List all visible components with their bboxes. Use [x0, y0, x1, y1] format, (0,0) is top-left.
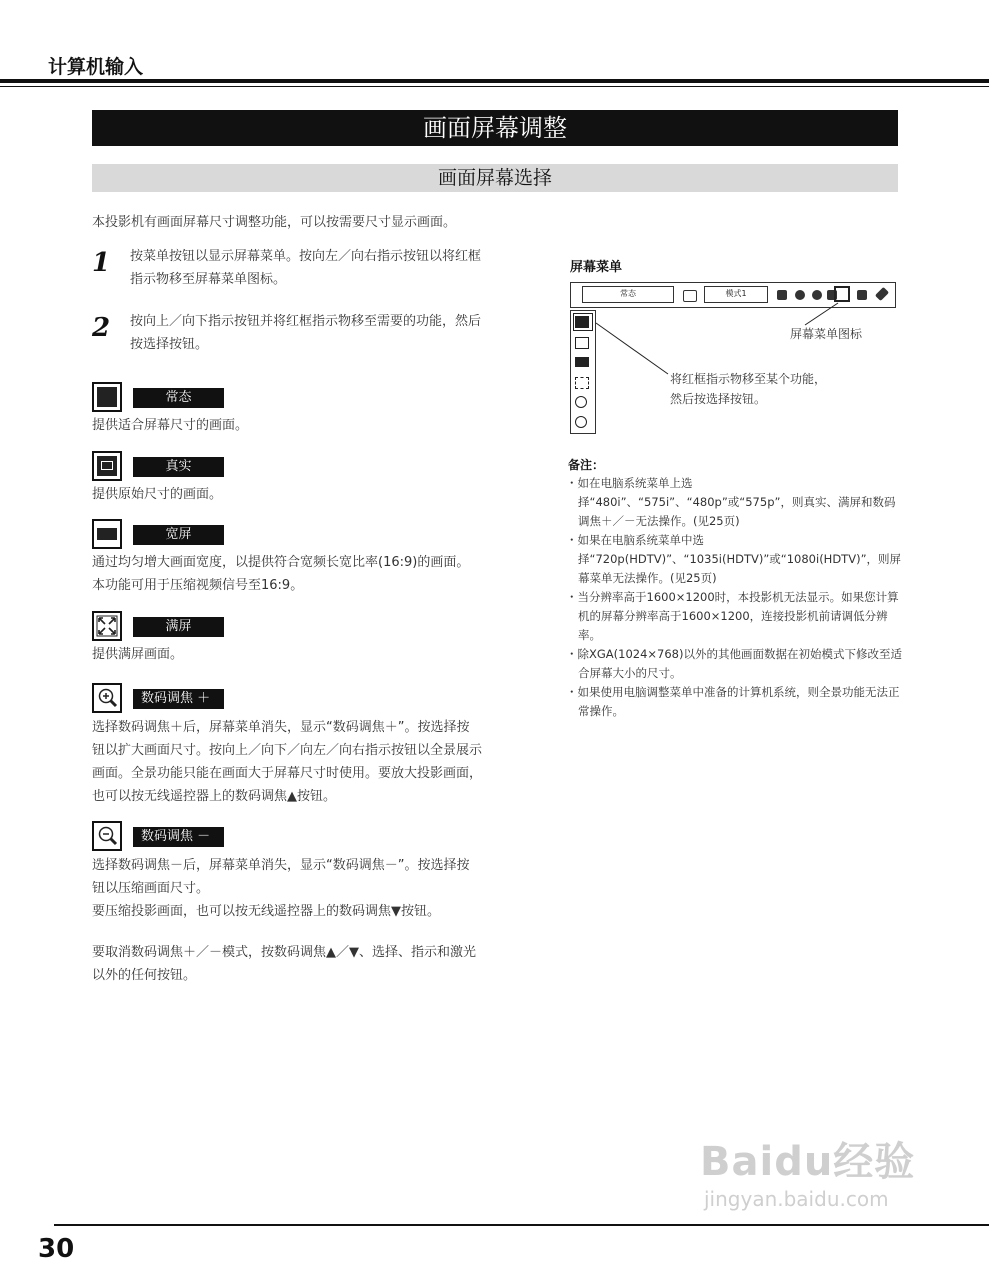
step-number-2: 2 — [92, 313, 111, 343]
pointer-instruction: 将红框指示物移至某个功能， 然后按选择按钮。 — [670, 372, 827, 406]
step-number-1: 1 — [92, 248, 111, 278]
menu-mode-box: 常态 — [582, 286, 674, 303]
feature-label-true: 真实 — [133, 457, 224, 477]
note-item: ・除XGA(1024×768)以外的其他画面数据在初始模式下修改至适合屏幕大小的尺寸。 — [566, 647, 902, 680]
feature-desc-zoom-out: 选择数码调焦－后，屏幕菜单消失，显示“数码调焦－”。按选择按 钮以压缩画面尺寸。 要压缩投影画面，也可以按无线遥控器上的数码调焦▼按钮。 — [92, 858, 470, 919]
watermark-url: jingyan.baidu.com — [704, 1187, 889, 1211]
page-title: 画面屏幕调整 — [92, 110, 898, 146]
screen-menu-title: 屏幕菜单 — [570, 260, 623, 275]
feature-desc-full: 提供满屏画面。 — [92, 647, 184, 662]
submenu-wide-icon — [575, 357, 589, 367]
note-item: ・如果使用电脑调整菜单中准备的计算机系统，则全景功能无法正常操作。 — [566, 685, 900, 718]
watermark — [700, 1130, 915, 1211]
submenu-true-icon — [575, 337, 589, 349]
submenu-full-icon — [575, 377, 589, 389]
menu-preset-box: 模式1 — [704, 286, 768, 303]
intro-text: 本投影机有画面屏幕尺寸调整功能，可以按需要尺寸显示画面。 — [92, 215, 457, 230]
page-subtitle: 画面屏幕选择 — [92, 164, 898, 192]
step-text-2: 按向上／向下指示按钮并将红框指示物移至需要的功能，然后 按选择按钮。 — [130, 314, 482, 352]
footer-rule — [54, 1224, 989, 1226]
submenu-normal-icon — [575, 316, 589, 328]
feature-label-zoom-out: 数码调焦 － — [133, 827, 224, 847]
section-label: 计算机输入 — [48, 56, 144, 78]
screen-menu-icon-label: 屏幕菜单图标 — [790, 327, 863, 341]
note-item: ・当分辨率高于1600×1200时，本投影机无法显示。如果您计算机的屏幕分辨率高于1600×1200，连接投影机前请调低分辨率。 — [566, 590, 899, 642]
feature-desc-normal: 提供适合屏幕尺寸的画面。 — [92, 418, 249, 433]
step-text-1: 按菜单按钮以显示屏幕菜单。按向左／向右指示按钮以将红框 指示物移至屏幕菜单图标。 — [130, 249, 482, 287]
note-item: ・如在电脑系统菜单上选择“480i”、“575i”、“480p”或“575p”，则真实、满屏和数码调焦＋／－无法操作。(见25页) — [566, 476, 896, 528]
watermark-brand: Baidu经验 — [700, 1139, 916, 1185]
feature-label-full: 满屏 — [133, 617, 224, 637]
cancel-zoom-text: 要取消数码调焦＋／－模式，按数码调焦▲／▼、选择、指示和激光 以外的任何按钮。 — [92, 945, 476, 983]
page-number: 30 — [38, 1234, 75, 1264]
submenu-zoom-in-icon — [575, 396, 587, 408]
note-item: ・如果在电脑系统菜单中选择“720p(HDTV)”、“1035i(HDTV)”或“1080i(HDTV)”，则屏幕菜单无法操作。(见25页) — [566, 533, 902, 585]
feature-desc-zoom-in: 选择数码调焦＋后，屏幕菜单消失，显示“数码调焦＋”。按选择按 钮以扩大画面尺寸。按向上／向下／向左／向右指示按钮以全景展示 画面。全景功能只能在画面大于屏幕尺寸时使用。要放大投影画面， 也可以按无线遥控器上的数码调焦▲按钮。 — [92, 720, 483, 804]
feature-desc-wide: 通过均匀增大画面宽度，以提供符合宽频长宽比率(16:9)的画面。 本功能可用于压缩视频信号至16:9。 — [92, 555, 470, 593]
feature-label-zoom-in: 数码调焦 ＋ — [133, 689, 224, 709]
notes-heading: 备注： — [568, 458, 605, 472]
notes-list — [566, 474, 902, 721]
feature-label-normal: 常态 — [133, 388, 224, 408]
feature-desc-true: 提供原始尺寸的画面。 — [92, 487, 223, 502]
feature-label-wide: 宽屏 — [133, 525, 224, 545]
submenu-zoom-out-icon — [575, 416, 587, 428]
